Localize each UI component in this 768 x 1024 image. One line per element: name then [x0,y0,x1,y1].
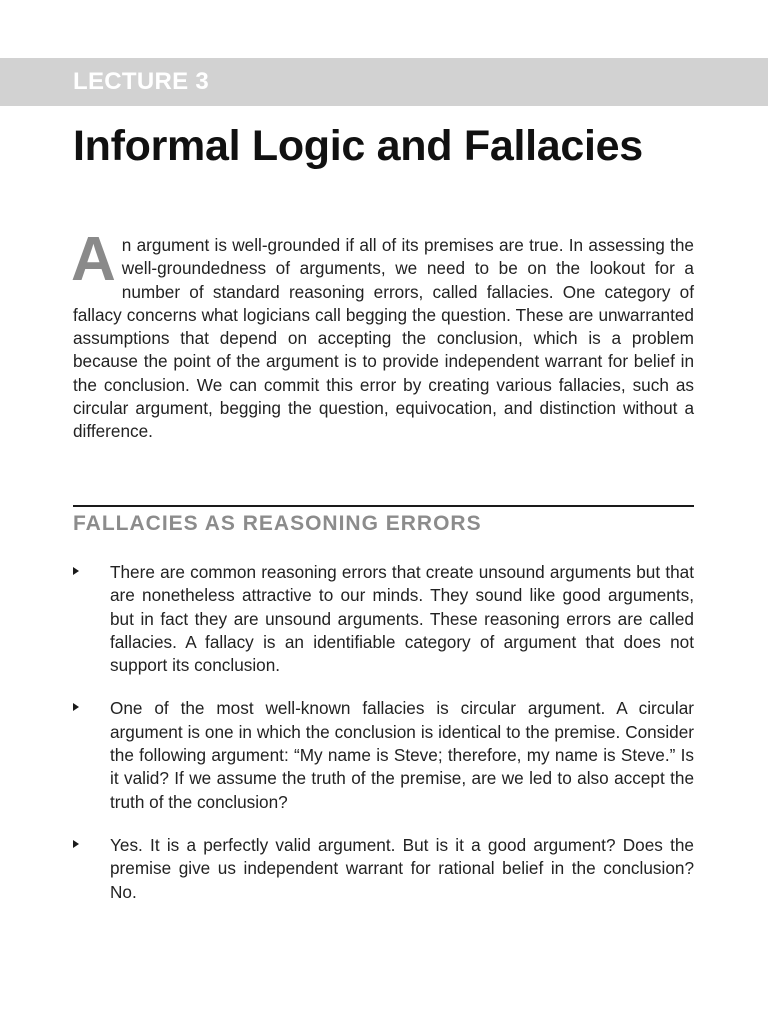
intro-text: n argument is well-grounded if all of its premises are true. In assessing the well-groundedness of arguments, we need to be on the lookout for a number of standard reasoning errors, called fallacies. One category of fallacy concerns what logicians call begging the question. These are unwarranted assumptions that depend on accepting the conclusion, which is a problem because the point of the argument is to provide independent warrant for belief in the conclusion. We can commit this error by creating various fallacies, such as circular argument, begging the question, equivocation, and distinction without a difference. [73,235,694,442]
page-title: Informal Logic and Fallacies [73,122,643,170]
triangle-bullet-icon [73,567,79,575]
lecture-label: LECTURE 3 [73,68,210,95]
bullet-list [73,561,694,924]
section-heading: FALLACIES AS REASONING ERRORS [73,512,482,535]
bullet-item [73,561,694,677]
bullet-text: There are common reasoning errors that create unsound arguments but that are nonetheless attractive to our minds. They sound like good arguments, but in fact they are unsound arguments. These reasoning errors are called fallacies. A fallacy is an identifiable category of argument that does not support its conclusion. [110,562,694,676]
drop-cap: A [71,225,116,294]
bullet-item [73,834,694,904]
intro-paragraph [71,225,694,444]
bullet-item [73,697,694,813]
bullet-text: Yes. It is a perfectly valid argument. But is it a good argument? Does the premise give us independent warrant for rational belief in the conclusion? No. [110,834,694,902]
section-divider [73,505,694,507]
bullet-text: One of the most well-known fallacies is circular argument. A circular argument is one in which the conclusion is identical to the premise. Consider the following argument: “My name is Steve; therefore, my name is Steve.” Is it valid? If we assume the truth of the premise, are we led to also accept the truth of the conclusion? [110,698,694,812]
triangle-bullet-icon [73,703,79,711]
triangle-bullet-icon [73,840,79,848]
lecture-banner [0,58,768,106]
